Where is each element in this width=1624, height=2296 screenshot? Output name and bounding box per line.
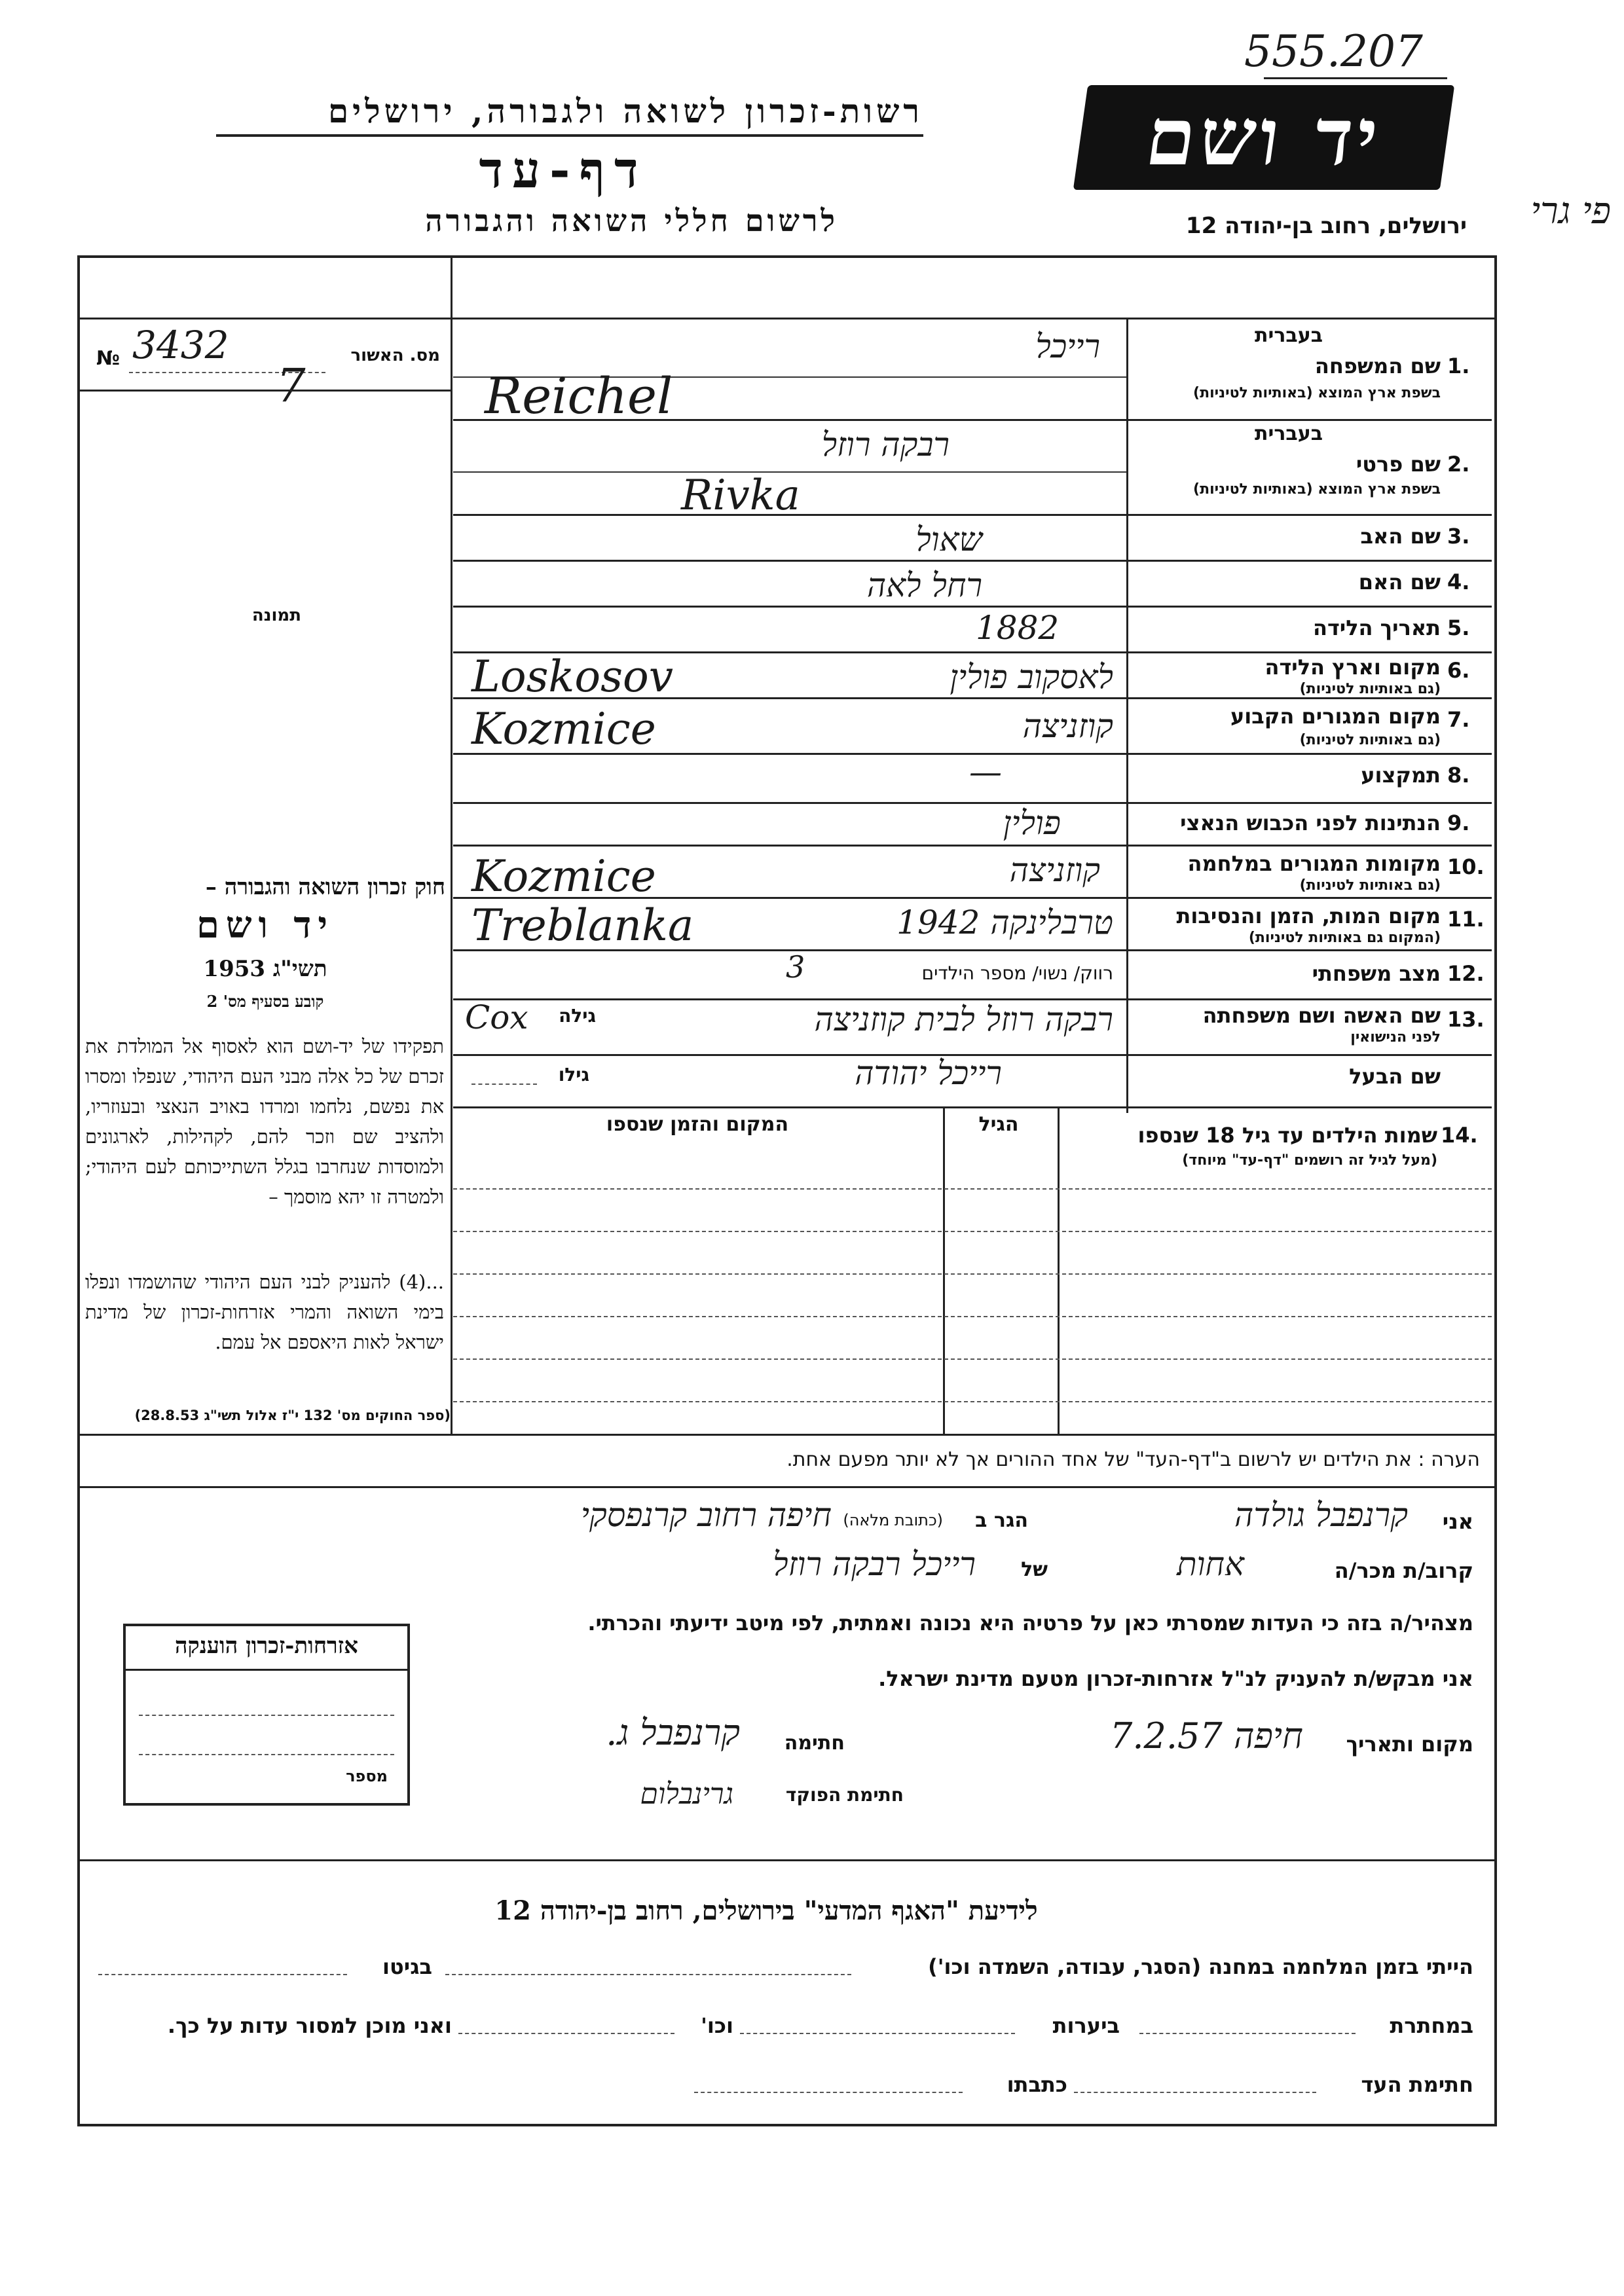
field-6-hebrew-value: לאסקוב פולין: [950, 658, 1113, 696]
place-date-value: חיפה 7.2.57: [1110, 1715, 1303, 1757]
declaration-of-label: של: [1021, 1558, 1048, 1581]
field-8-label: תמקצוע: [1361, 763, 1441, 788]
field-9-value: פולין: [1003, 804, 1061, 842]
declaration-name: קרנפבל גולדה: [1234, 1496, 1408, 1534]
clerk-signature-label: חתימת הפוקד: [785, 1784, 904, 1806]
citizenship-box: [123, 1624, 410, 1806]
field-12-label: מצב משפחתי: [1312, 961, 1441, 986]
field-4-number: 4.: [1447, 570, 1470, 594]
bottom-forests-label: ביערות: [1052, 2013, 1120, 2038]
field-7-label: מקום המגורים הקבוע: [1230, 704, 1441, 729]
field-11-latin-value: Treblanka: [471, 900, 694, 951]
field-1-hebrew-tag: בעברית: [1255, 324, 1323, 347]
field-11-number: 11.: [1447, 907, 1485, 932]
field-3-number: 3.: [1447, 524, 1470, 549]
field-10-latin-value: Kozmice: [471, 851, 656, 902]
field-9-label: הנתינות לפני הכבוש הנאצי: [1180, 811, 1441, 835]
declaration-i-label: אני: [1442, 1509, 1473, 1534]
field-3-value: שאול: [915, 520, 982, 558]
field-4-label: שם האם: [1358, 570, 1441, 594]
place-date-label: מקום ותאריך: [1346, 1732, 1473, 1757]
field-13-number: 13.: [1447, 1007, 1485, 1032]
field-8-number: 8.: [1447, 763, 1470, 788]
approval-box: [80, 319, 451, 412]
citizenship-number-label: מספר: [346, 1767, 388, 1785]
yad-vashem-logo: [1073, 85, 1454, 190]
field-10-label: מקומות המגורים במלחמה: [1187, 851, 1441, 876]
field-1-latin-value: Reichel: [485, 367, 673, 425]
authority-name: רשות-זכרון לשואה ולגבורה, ירושלים: [327, 92, 923, 130]
field-6-sub: (גם באותיות לטיניות): [1299, 681, 1441, 697]
field-13-hebrew-value: רבקה רוזל לבית קוזניצה: [814, 1000, 1113, 1038]
law-source: (ספר החוקים מס' 132 י"ז אלול תשי"ג 28.8.53): [134, 1408, 451, 1423]
field-2-number: 2.: [1447, 452, 1470, 477]
signature-value: קרנפבל ג.: [606, 1712, 740, 1753]
bottom-camp-label: הייתי בזמן המלחמה במחנה (הסגר, עבודה, השמדה וכו'): [928, 1954, 1473, 1979]
field-4-value: רחל לאה: [866, 566, 982, 604]
field-7-number: 7.: [1447, 707, 1470, 732]
approval-sub-number: 7: [276, 359, 306, 412]
field-12-number: 12.: [1447, 961, 1485, 986]
bottom-underground-label: במחתרת: [1390, 2013, 1473, 2038]
declaration-relation-label: קרוב/ת מכר/ה: [1334, 1558, 1473, 1583]
field-10-number: 10.: [1447, 854, 1485, 879]
husband-label: שם הבעל: [1349, 1064, 1441, 1089]
field-10-sub: (גם באותיות לטיניות): [1299, 877, 1441, 894]
field-2-label: שם פרטי: [1356, 452, 1441, 477]
husband-value: רייכל יהודה: [855, 1054, 1002, 1092]
address: ירושלים, רחוב בן-יהודה 12: [1185, 213, 1467, 239]
approval-number: 3432: [132, 323, 229, 367]
children-sub: (מעל לגיל זה רושמים "דף-עד" מיוחד): [1182, 1152, 1437, 1169]
field-13-age-label: גילה: [559, 1005, 596, 1027]
witness-address-label: כתבתו: [1006, 2072, 1067, 2097]
field-11-hebrew-value: טרבלינקה 1942: [896, 903, 1113, 941]
field-2-hebrew-tag: בעברית: [1255, 422, 1323, 445]
field-12-value: 3: [786, 949, 805, 985]
clerk-signature: גרינבלום: [640, 1777, 733, 1811]
field-7-hebrew-value: קוזניצה: [1022, 707, 1113, 745]
field-14-number: 14.: [1441, 1123, 1478, 1148]
field-9-number: 9.: [1447, 811, 1470, 835]
field-8-value: —: [969, 753, 1002, 791]
citizenship-title: אזרחות-זכרון הוענקה: [175, 1633, 358, 1659]
approval-label: מס. האשור: [350, 346, 440, 365]
declaration-statement: מצהיר/ה בזה כי העדות שמסרתי כאן על פרטיה היא נכונה ואמתית, לפי מיטב ידיעתי והכרתי.: [587, 1611, 1473, 1635]
bottom-testimony-label: ואני מוכן למסור עדות על כך.: [167, 2013, 452, 2038]
field-3-label: שם האב: [1360, 524, 1441, 549]
document-subtitle: לרשום חללי השואה והגבורה: [425, 203, 838, 238]
declaration-request: אני מבקש/ת להעניק לנ"ל אזרחות-זכרון מטעם מדינת ישראל.: [878, 1666, 1473, 1691]
children-label: שמות הילדים עד גיל 18 שנספו: [1137, 1123, 1437, 1148]
field-13-latin-value: Cox: [465, 998, 528, 1036]
field-5-value: 1882: [976, 609, 1060, 647]
field-11-sub: (המקום גם באותיות לטיניות): [1248, 930, 1441, 946]
law-year: תשי"ג 1953: [203, 956, 327, 982]
bottom-etc-label: וכו': [701, 2013, 733, 2038]
no-symbol: №: [96, 347, 120, 370]
field-1-label: שם המשפחה: [1314, 354, 1441, 378]
field-10-hebrew-value: קוזניצה: [1009, 851, 1100, 889]
children-col-place: המקום והזמן שנספו: [606, 1113, 789, 1136]
declaration-victim-name: רייכל רבקה רוזל: [773, 1545, 976, 1583]
field-2-latin-value: Rivka: [681, 471, 800, 520]
field-1-number: 1.: [1447, 354, 1470, 378]
field-12-inline-label: רווק/ נשוי/ מספר הילדים: [921, 962, 1113, 984]
logo-text: יד ושם: [1140, 91, 1388, 183]
witness-signature-label: חתימת העד: [1361, 2072, 1473, 2097]
law-title: חוק זכרון השואה והגבורה –: [205, 874, 445, 900]
archive-number: 555.207: [1244, 26, 1423, 77]
children-note: הערה : את הילדים יש לרשום ב"דף-העד" של אחד ההורים אך לא יותר מפעם אחת.: [786, 1448, 1480, 1471]
field-13-sub: לפני הנישואין: [1350, 1029, 1441, 1046]
field-6-number: 6.: [1447, 658, 1470, 683]
declaration-relation: אחות: [1177, 1545, 1244, 1583]
field-6-label: מקום וארץ הלידה: [1264, 655, 1441, 680]
husband-age-label: גילו: [558, 1064, 589, 1085]
field-13-label: שם האשה ושם משפחתה: [1202, 1003, 1441, 1028]
side-note: פי גרי: [1530, 190, 1611, 232]
bottom-title: לידיעת "האגף המדעי" בירושלים, רחוב בן-יהודה 12: [494, 1895, 1038, 1926]
law-name: יד ושם: [196, 903, 335, 947]
field-7-sub: (גם באותיות לטיניות): [1299, 732, 1441, 748]
law-paragraph-2: ...(4) להעניק לבני העם היהודי שהושמדו ונפלו בימי השואה והמרי אזרחות-זכרון של מדינת ישראל לאות היאספם אל עמם.: [85, 1271, 444, 1353]
signature-label: חתימה: [784, 1732, 845, 1755]
field-5-label: תאריך הלידה: [1312, 615, 1441, 640]
document-title: דף-עד: [479, 141, 648, 199]
declaration-lives-label: הגר ב: [975, 1509, 1028, 1532]
field-2-sub: בשפת ארץ המוצא (באותיות לטיניות): [1193, 481, 1441, 498]
field-11-label: מקום המות, הזמן והנסיבות: [1176, 903, 1441, 928]
field-1-sub: בשפת ארץ המוצא (באותיות לטיניות): [1193, 385, 1441, 401]
declaration-address: חיפה רחוב קרנפסקי: [580, 1496, 832, 1534]
law-clause: קובע בסעיף מס' 2: [206, 992, 324, 1011]
photo-label: תמונה: [251, 606, 301, 625]
children-col-age: הגיל: [978, 1113, 1019, 1136]
field-6-latin-value: Loskosov: [471, 651, 674, 702]
field-1-hebrew-value: רייכל: [1035, 327, 1100, 365]
declaration-address-label: (כתובת מלאה): [843, 1511, 943, 1529]
field-5-number: 5.: [1447, 615, 1470, 640]
law-paragraph-1: תפקידו של יד-ושם הוא לאסוף אל המולדת את זכרם של כל אלה מבני העם היהודי, שנפלו ומסרו את נפשם, נלחמו ומרדו באויב הנאצי ובעוזריו, ולהציב שם וזכר להם, לקהילות, לארגונים ולמוסדות שנחרבו בגלל השתייכותם לעם היהודי; ולמטרה זו יהא מוסמך –: [85, 1035, 444, 1208]
bottom-ghetto-label: בגיטו: [382, 1954, 432, 1979]
field-7-latin-value: Kozmice: [471, 704, 656, 754]
field-2-hebrew-value: רבקה רוזל: [821, 426, 950, 464]
